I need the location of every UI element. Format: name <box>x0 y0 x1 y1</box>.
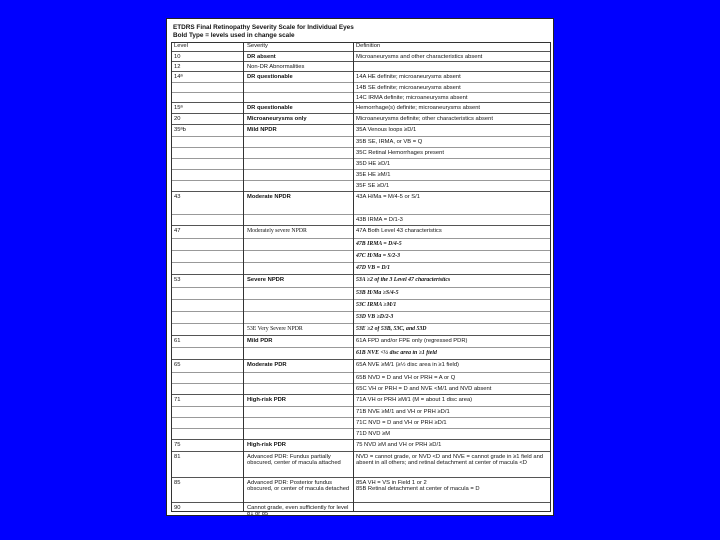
level-cell: 20 <box>174 115 181 122</box>
definition-cell: 43A H/Ma = M/4-5 or S/1 <box>356 193 420 200</box>
level-cell: 10 <box>174 53 181 60</box>
severity-cell: DR questionable <box>247 104 293 111</box>
header-severity: Severity <box>247 43 268 49</box>
definition-cell: 53C IRMA ≥M/1 <box>356 301 397 308</box>
level-cell: 53 <box>174 276 181 283</box>
definition-cell: Hemorrhage(s) definite; microaneurysms absent <box>356 104 481 111</box>
definition-cell: 71A VH or PRH ≥M/1 (M = about 1 disc area) <box>356 396 473 403</box>
level-cell: 35ªb <box>174 126 186 133</box>
definition-cell: 14B SE definite; microaneurysms absent <box>356 84 461 91</box>
definition-cell: 65A NVE ≥M/1 (≥½ disc area in ≥1 field) <box>356 361 459 368</box>
level-cell: 65 <box>174 361 181 368</box>
definition-cell: Microaneurysms definite; other characteristics absent <box>356 115 493 122</box>
definition-cell: 53A ≥2 of the 3 Level 47 characteristics <box>356 276 451 283</box>
definition-cell: 71D NVD ≥M <box>356 430 391 437</box>
level-cell: 14ª <box>174 73 183 80</box>
definition-cell: 35C Retinal Hemorrhages present <box>356 149 444 156</box>
definition-cell: 35E HE ≥M/1 <box>356 171 391 178</box>
level-cell: 81 <box>174 453 181 460</box>
definition-cell: 47D VB = D/1 <box>356 264 391 271</box>
severity-cell: High-risk PDR <box>247 396 286 403</box>
severity-cell: Advanced PDR: Posterior fundus obscured, or center of macula detached <box>247 479 350 493</box>
definition-cell: 35F SE ≥D/1 <box>356 182 390 189</box>
level-cell: 15ª <box>174 104 183 111</box>
level-cell: 61 <box>174 337 181 344</box>
definition-cell: 53D VB ≥D/2-3 <box>356 313 394 320</box>
level-cell: 71 <box>174 396 181 403</box>
severity-cell: Moderately severe NPDR <box>247 227 307 234</box>
severity-cell: Non-DR Abnormalities <box>247 63 305 70</box>
table-border <box>171 42 551 512</box>
severity-cell: DR questionable <box>247 73 293 80</box>
severity-cell: High-risk PDR <box>247 441 286 448</box>
definition-cell: 71B NVE ≥M/1 and VH or PRH ≥D/1 <box>356 408 450 415</box>
severity-cell: Advanced PDR: Fundus partially obscured, center of macula attached <box>247 453 341 467</box>
definition-cell: 47B IRMA = D/4-5 <box>356 240 402 247</box>
definition-cell: 71C NVD = D and VH or PRH ≥D/1 <box>356 419 447 426</box>
header-level: Level <box>174 43 188 49</box>
definition-cell: 35D HE ≥D/1 <box>356 160 391 167</box>
definition-cell: 65B NVD = D and VH or PRH = A or Q <box>356 374 456 381</box>
level-cell: 43 <box>174 193 181 200</box>
definition-cell: 61A FPD and/or FPE only (regressed PDR) <box>356 337 468 344</box>
document-title: ETDRS Final Retinopathy Severity Scale for Individual Eyes <box>173 24 354 31</box>
definition-cell: 61B NVE <½ disc area in ≥1 field <box>356 349 437 356</box>
level-cell: 12 <box>174 63 181 70</box>
definition-cell: 35B SE, IRMA, or VB = Q <box>356 138 423 145</box>
severity-table <box>171 42 551 518</box>
definition-cell: 85A VH = VS in Field 1 or 2 85B Retinal detachment at center of macula = D <box>356 479 480 493</box>
definition-cell: 14A HE definite; microaneurysms absent <box>356 73 461 80</box>
severity-cell: DR absent <box>247 53 276 60</box>
severity-cell: Severe NPDR <box>247 276 285 283</box>
severity-cell: Cannot grade, even sufficiently for level 81 or 85 <box>247 504 349 518</box>
definition-cell: 75 NVD ≥M and VH or PRH ≥D/1 <box>356 441 442 448</box>
definition-cell: 65C VH or PRH = D and NVE <M/1 and NVD absent <box>356 385 492 392</box>
severity-cell: Mild NPDR <box>247 126 277 133</box>
document-page <box>166 18 554 516</box>
definition-cell: 47A Both Level 43 characteristics <box>356 227 442 234</box>
definition-cell: 43B IRMA = D/1-3 <box>356 216 403 223</box>
severity-cell: 53E Very Severe NPDR <box>247 325 303 332</box>
severity-cell: Moderate NPDR <box>247 193 291 200</box>
document-subtitle: Bold Type = levels used in change scale <box>173 32 295 39</box>
level-cell: 47 <box>174 227 181 234</box>
severity-cell: Microaneurysms only <box>247 115 307 122</box>
severity-cell: Moderate PDR <box>247 361 287 368</box>
level-cell: 75 <box>174 441 181 448</box>
definition-cell: NVD = cannot grade, or NVD <D and NVE = cannot grade in ≥1 field and absent in all others; and retinal detachment at center of macula <D <box>356 453 544 467</box>
level-cell: 85 <box>174 479 181 486</box>
definition-cell: 35A Venous loops ≥D/1 <box>356 126 417 133</box>
definition-cell: Microaneurysms and other characteristics absent <box>356 53 483 60</box>
definition-cell: 53E ≥2 of 53B, 53C, and 53D <box>356 325 427 332</box>
level-cell: 90 <box>174 504 181 511</box>
definition-cell: 14C IRMA definite; microaneurysms absent <box>356 94 468 101</box>
header-definition: Definition <box>356 43 381 49</box>
definition-cell: 53B H/Ma ≥S/4-5 <box>356 289 399 296</box>
severity-cell: Mild PDR <box>247 337 273 344</box>
definition-cell: 47C H/Ma = S/2-3 <box>356 252 401 259</box>
